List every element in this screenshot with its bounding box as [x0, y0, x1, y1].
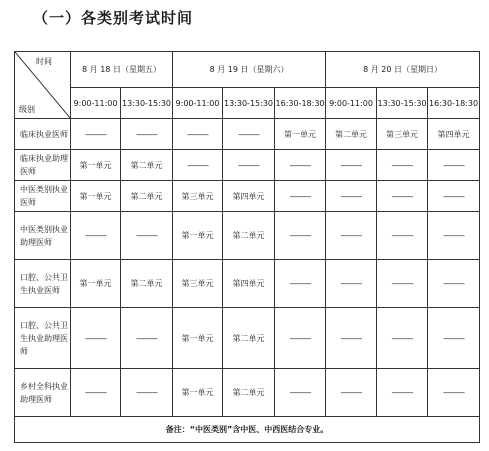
schedule-cell: ———: [275, 260, 326, 308]
schedule-cell: ———: [121, 369, 173, 417]
schedule-body: [15, 119, 480, 417]
schedule-cell: ———: [326, 181, 377, 212]
slot-header: 9:00-11:00: [71, 88, 121, 119]
schedule-cell: 第二单元: [121, 181, 173, 212]
schedule-cell: 第三单元: [377, 119, 428, 150]
schedule-cell: ———: [275, 150, 326, 181]
grade-label: 级别: [19, 105, 35, 114]
schedule-cell: 第二单元: [223, 308, 275, 369]
exam-schedule-table: [14, 51, 480, 443]
table-row: [15, 260, 480, 308]
schedule-cell: ———: [71, 212, 121, 260]
schedule-cell: ———: [275, 181, 326, 212]
slot-header: 13:30-15:30: [223, 88, 275, 119]
slot-header: 9:00-11:00: [173, 88, 223, 119]
schedule-cell: ———: [377, 260, 428, 308]
schedule-cell: 第一单元: [173, 212, 223, 260]
schedule-cell: ———: [428, 181, 480, 212]
slot-header: 9:00-11:00: [326, 88, 377, 119]
schedule-cell: 第一单元: [71, 260, 121, 308]
schedule-cell: ———: [377, 212, 428, 260]
schedule-cell: ———: [428, 369, 480, 417]
slot-header: 16:30-18:30: [428, 88, 480, 119]
schedule-cell: ———: [173, 150, 223, 181]
row-label: 口腔、公共卫生执业医师: [15, 260, 71, 308]
schedule-cell: ———: [121, 119, 173, 150]
table-row: [15, 212, 480, 260]
row-label: 口腔、公共卫生执业助理医师: [15, 308, 71, 369]
schedule-cell: ———: [71, 308, 121, 369]
date-header-aug18: 8 月 18 日（星期五）: [71, 52, 173, 88]
schedule-cell: ———: [377, 150, 428, 181]
schedule-cell: 第二单元: [223, 369, 275, 417]
schedule-cell: 第四单元: [223, 181, 275, 212]
schedule-cell: 第二单元: [223, 212, 275, 260]
schedule-cell: ———: [326, 369, 377, 417]
schedule-cell: ———: [326, 308, 377, 369]
schedule-cell: 第一单元: [275, 119, 326, 150]
schedule-cell: ———: [377, 181, 428, 212]
schedule-cell: ———: [121, 212, 173, 260]
row-label: 乡村全科执业助理医师: [15, 369, 71, 417]
schedule-cell: ———: [377, 369, 428, 417]
schedule-cell: 第三单元: [173, 181, 223, 212]
date-header-aug20: 8 月 20 日（星期日）: [326, 52, 480, 88]
table-row: [15, 369, 480, 417]
slot-header: 16:30-18:30: [275, 88, 326, 119]
table-row: [15, 181, 480, 212]
table-row: [15, 119, 480, 150]
schedule-cell: ———: [275, 212, 326, 260]
schedule-cell: ———: [223, 150, 275, 181]
schedule-cell: 第一单元: [173, 308, 223, 369]
schedule-cell: ———: [428, 260, 480, 308]
schedule-cell: 第二单元: [121, 150, 173, 181]
schedule-cell: ———: [223, 119, 275, 150]
row-label: 临床执业助理医师: [15, 150, 71, 181]
table-row: [15, 150, 480, 181]
footnote: 备注：“中医类别”含中医、中西医结合专业。: [15, 417, 480, 443]
schedule-cell: 第四单元: [428, 119, 480, 150]
slot-header: 13:30-15:30: [121, 88, 173, 119]
schedule-cell: ———: [71, 119, 121, 150]
schedule-cell: ———: [121, 308, 173, 369]
schedule-cell: ———: [326, 212, 377, 260]
schedule-cell: ———: [377, 308, 428, 369]
schedule-cell: ———: [428, 212, 480, 260]
schedule-cell: 第三单元: [173, 260, 223, 308]
row-label: 临床执业医师: [15, 119, 71, 150]
schedule-cell: ———: [326, 260, 377, 308]
date-header-aug19: 8 月 19 日（星期六）: [173, 52, 326, 88]
schedule-cell: ———: [326, 150, 377, 181]
schedule-cell: 第二单元: [326, 119, 377, 150]
schedule-cell: 第一单元: [71, 181, 121, 212]
schedule-cell: 第四单元: [223, 260, 275, 308]
schedule-cell: ———: [173, 119, 223, 150]
table-row: [15, 308, 480, 369]
schedule-cell: 第一单元: [71, 150, 121, 181]
row-label: 中医类别执业助理医师: [15, 212, 71, 260]
schedule-cell: ———: [428, 308, 480, 369]
schedule-cell: 第二单元: [121, 260, 173, 308]
schedule-cell: ———: [275, 369, 326, 417]
schedule-cell: ———: [428, 150, 480, 181]
schedule-cell: 第一单元: [173, 369, 223, 417]
row-label: 中医类别执业医师: [15, 181, 71, 212]
schedule-cell: ———: [275, 308, 326, 369]
slot-header: 13:30-15:30: [377, 88, 428, 119]
time-label: 时间: [36, 57, 52, 66]
header-corner-cell: [15, 52, 71, 119]
schedule-cell: ———: [71, 369, 121, 417]
section-title: （一）各类别考试时间: [33, 9, 194, 27]
